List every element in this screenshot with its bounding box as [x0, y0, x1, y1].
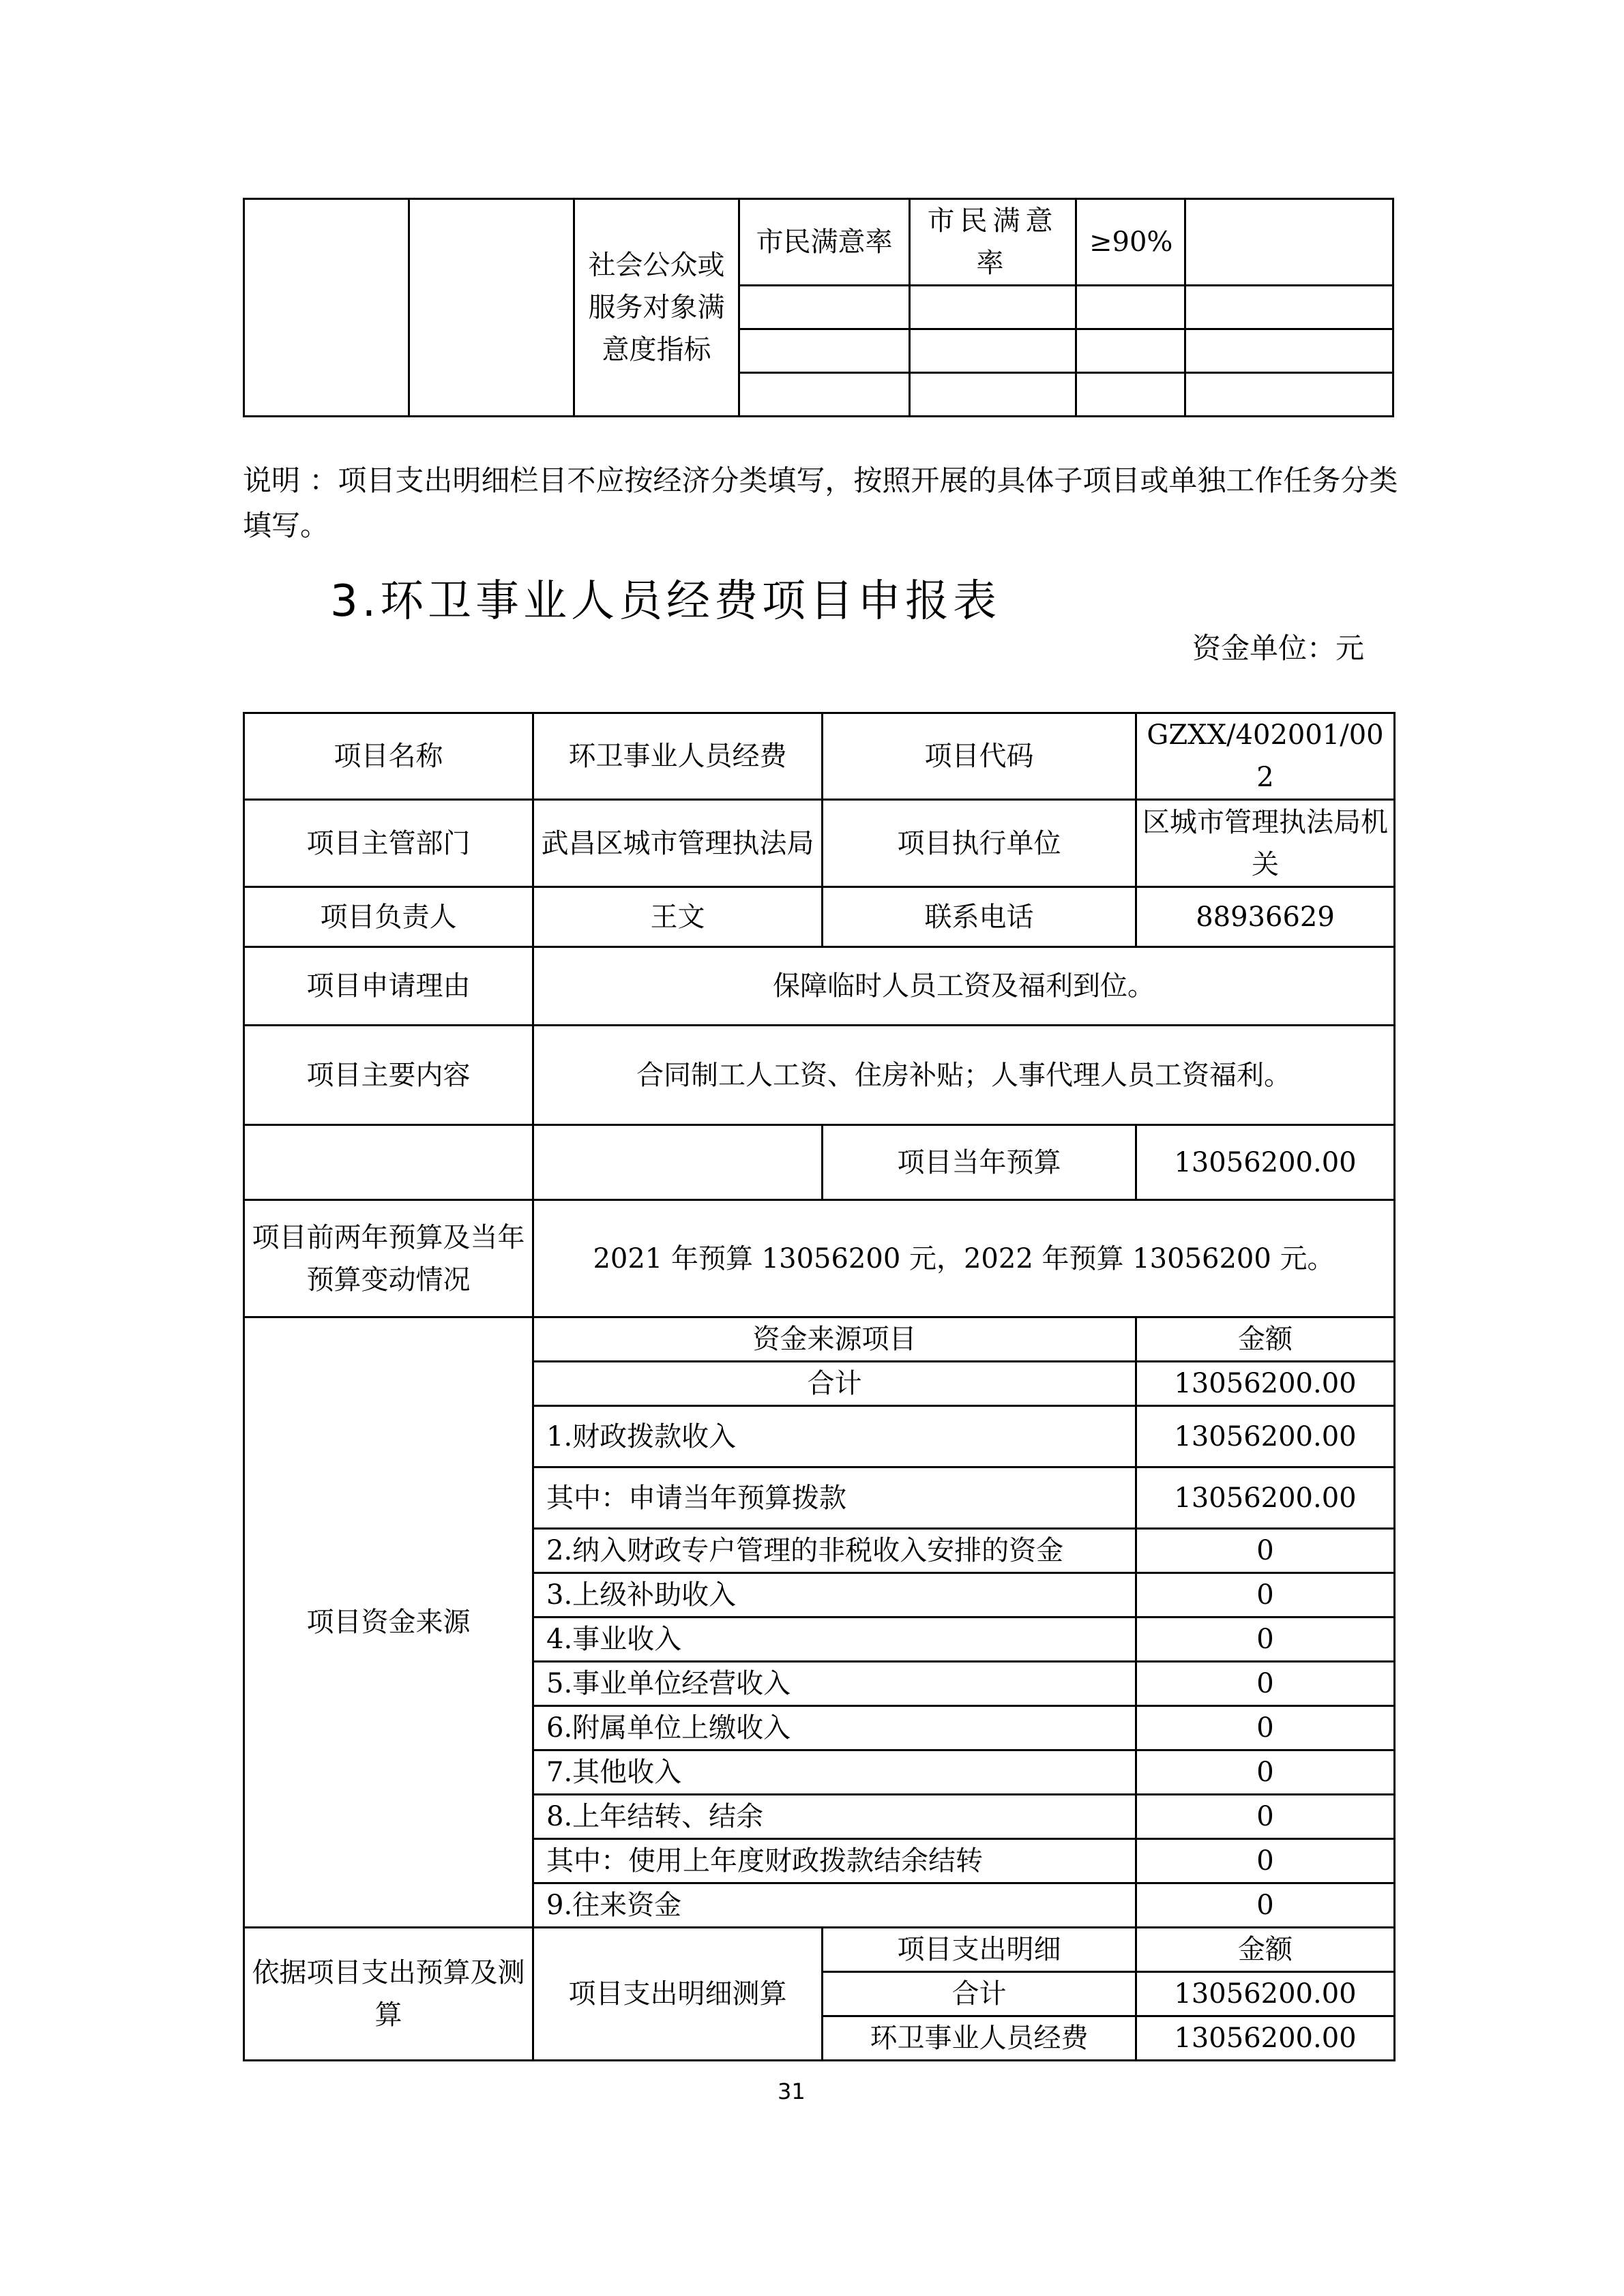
funding-item: 1.财政拨款收入: [533, 1406, 1136, 1467]
application-reason-value: 保障临时人员工资及福利到位。: [533, 947, 1395, 1026]
project-application-form: [243, 712, 1396, 2061]
funding-amount: 13056200.00: [1136, 1467, 1395, 1529]
indicator-name: 市民满意率: [739, 199, 910, 286]
funding-amount: 0: [1136, 1573, 1395, 1617]
indicator-category: 社会公众或服务对象满意度指标: [574, 199, 739, 417]
page-number: 31: [778, 2078, 806, 2104]
indicator-content: 市民满意率: [910, 199, 1076, 286]
funding-amount: 0: [1136, 1795, 1395, 1839]
detail-item-value: 13056200.00: [1136, 2016, 1395, 2061]
project-code-value: GZXX/402001/002: [1136, 713, 1395, 800]
main-content-value: 合同制工人工资、住房补贴；人事代理人员工资福利。: [533, 1026, 1395, 1125]
funding-amount: 0: [1136, 1883, 1395, 1928]
funding-source-label: 项目资金来源: [244, 1317, 533, 1928]
project-code-label: 项目代码: [823, 713, 1136, 800]
empty-cell: [244, 1125, 533, 1200]
funding-item: 5.事业单位经营收入: [533, 1662, 1136, 1706]
detail-item-label: 环卫事业人员经费: [823, 2016, 1136, 2061]
budget-change-label: 项目前两年预算及当年预算变动情况: [244, 1200, 533, 1317]
project-name-label: 项目名称: [244, 713, 533, 800]
funding-item: 7.其他收入: [533, 1750, 1136, 1795]
budget-basis-label: 依据项目支出预算及测算: [244, 1928, 533, 2061]
detail-total-value: 13056200.00: [1136, 1972, 1395, 2016]
supervising-dept-label: 项目主管部门: [244, 800, 533, 887]
detail-header-item: 项目支出明细: [823, 1928, 1136, 1972]
main-content-label: 项目主要内容: [244, 1026, 533, 1125]
funding-item: 8.上年结转、结余: [533, 1795, 1136, 1839]
executing-unit-value: 区城市管理执法局机关: [1136, 800, 1395, 887]
phone-label: 联系电话: [823, 887, 1136, 947]
detail-header-amount: 金额: [1136, 1928, 1395, 1972]
funding-amount: 0: [1136, 1839, 1395, 1883]
funding-amount: 13056200.00: [1136, 1406, 1395, 1467]
funding-item: 2.纳入财政专户管理的非税收入安排的资金: [533, 1529, 1136, 1573]
note-text: 说明 ：项目支出明细栏目不应按经济分类填写，按照开展的具体子项目或单独工作任务分类填写。: [243, 464, 1398, 542]
funding-amount: 13056200.00: [1136, 1362, 1395, 1406]
funding-amount: 0: [1136, 1617, 1395, 1662]
funding-item: 其中：申请当年预算拨款: [533, 1467, 1136, 1529]
funding-header-amount: 金额: [1136, 1317, 1395, 1362]
detail-calc-label: 项目支出明细测算: [533, 1928, 823, 2061]
project-name-value: 环卫事业人员经费: [533, 713, 823, 800]
funding-item: 其中：使用上年度财政拨款结余结转: [533, 1839, 1136, 1883]
currency-unit-label: 资金单位：元: [1192, 631, 1365, 665]
annual-budget-value: 13056200.00: [1136, 1125, 1395, 1200]
funding-amount: 0: [1136, 1750, 1395, 1795]
executing-unit-label: 项目执行单位: [823, 800, 1136, 887]
project-owner-label: 项目负责人: [244, 887, 533, 947]
funding-item: 4.事业收入: [533, 1617, 1136, 1662]
funding-item: 9.往来资金: [533, 1883, 1136, 1928]
empty-cell: [1185, 199, 1393, 286]
performance-indicator-table: [243, 198, 1394, 417]
empty-cell: [533, 1125, 823, 1200]
project-owner-value: 王文: [533, 887, 823, 947]
application-reason-label: 项目申请理由: [244, 947, 533, 1026]
funding-amount: 0: [1136, 1706, 1395, 1750]
funding-header-item: 资金来源项目: [533, 1317, 1136, 1362]
supervising-dept-value: 武昌区城市管理执法局: [533, 800, 823, 887]
detail-total-label: 合计: [823, 1972, 1136, 2016]
funding-item: 6.附属单位上缴收入: [533, 1706, 1136, 1750]
empty-cell: [409, 199, 574, 417]
empty-cell: [244, 199, 409, 417]
annual-budget-label: 项目当年预算: [823, 1125, 1136, 1200]
phone-value: 88936629: [1136, 887, 1395, 947]
funding-item: 3.上级补助收入: [533, 1573, 1136, 1617]
funding-amount: 0: [1136, 1662, 1395, 1706]
indicator-target: ≥90%: [1076, 199, 1185, 286]
funding-item: 合计: [533, 1362, 1136, 1406]
section-heading: 3.环卫事业人员经费项目申报表: [330, 576, 1001, 627]
funding-amount: 0: [1136, 1529, 1395, 1573]
budget-change-value: 2021 年预算 13056200 元，2022 年预算 13056200 元。: [533, 1200, 1395, 1317]
